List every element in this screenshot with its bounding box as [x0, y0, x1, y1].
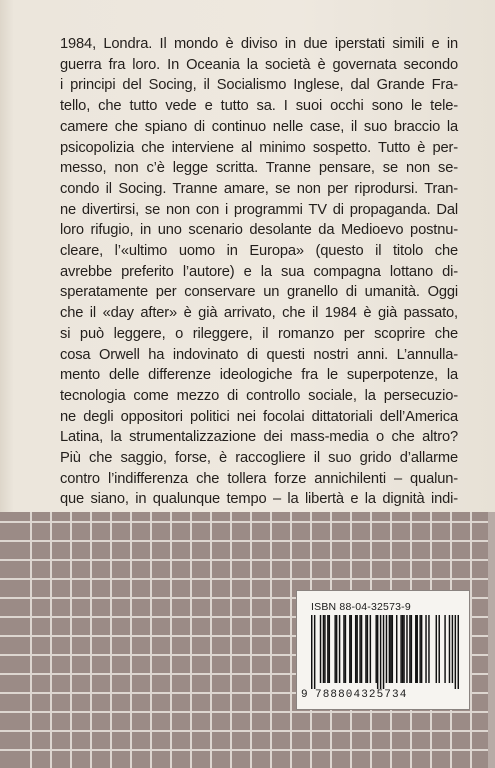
- barcode-bar: [444, 615, 445, 683]
- barcode-bar: [314, 615, 315, 689]
- blurb-line: tecnologia come mezzo di controllo sociale, la persecuzio-: [60, 387, 458, 404]
- barcode-bar: [417, 615, 418, 683]
- barcode-bar: [355, 615, 356, 683]
- blurb-line: Più che saggio, forse, è raccogliere il suo grido d’allarme: [60, 450, 458, 467]
- barcode-bar: [336, 615, 337, 683]
- barcode-bar: [345, 615, 346, 683]
- barcode-bar: [458, 615, 459, 689]
- barcode-bar: [334, 615, 335, 683]
- barcode-bar: [329, 615, 330, 683]
- barcode-bar: [428, 615, 429, 683]
- barcode-bar: [339, 615, 340, 683]
- barcode-bar: [438, 615, 439, 683]
- barcode-bar: [356, 615, 357, 683]
- blurb-line: i principi del Socing, il Socialismo Inglese, dal Grande Fra-: [60, 77, 458, 94]
- blurb-line: ne degli oppositori politici nei focolai dittatoriali dell’America: [60, 408, 458, 425]
- barcode-bar: [436, 615, 437, 683]
- barcode-bar: [327, 615, 328, 683]
- blurb-line: 1984, Londra. Il mondo è diviso in due iperstati simili e in: [60, 36, 458, 52]
- barcode-label: [296, 590, 470, 710]
- barcode-bar: [415, 615, 416, 683]
- barcode-bar: [396, 615, 397, 683]
- barcode-bar: [370, 615, 371, 683]
- blurb-line: tello, che tutto vede e tutto sa. I suoi occhi sono le tele-: [60, 98, 458, 115]
- barcode-bar: [320, 615, 321, 683]
- barcode-bar: [361, 615, 362, 683]
- barcode-bar: [390, 615, 391, 683]
- barcode-bar: [400, 615, 401, 683]
- blurb-line: si può leggere, o rileggere, il romanzo per scoprire che: [60, 325, 458, 342]
- blurb-text: [60, 34, 458, 552]
- barcode-bar: [311, 615, 312, 689]
- band-edge: [488, 512, 495, 768]
- blurb-line: contro l’indifferenza che tollera forze annichilenti – qualun-: [60, 470, 458, 487]
- blurb-line: psicopolizia che interviene al minimo sospetto. Tutto è per-: [60, 139, 458, 156]
- blurb-line: cleare, l’«ultimo uomo in Europa» (questo il titolo che: [60, 243, 458, 260]
- barcode-bar: [367, 615, 368, 683]
- blurb-line: camere che spiano di continuo nelle case, il suo braccio la: [60, 118, 458, 135]
- barcode-bar: [389, 615, 390, 683]
- barcode-bars: [311, 615, 459, 689]
- barcode-bar: [452, 615, 453, 683]
- ean-first-digit: 9: [301, 689, 308, 701]
- blurb-line: avrebbe preferito l’autore) e la sua compagna lottano di-: [60, 263, 458, 280]
- blurb-line: ne divertirsi, se non con i programmi TV di propaganda. Dal: [60, 201, 458, 218]
- barcode-bar: [425, 615, 426, 683]
- barcode-bar: [421, 615, 422, 683]
- barcode-bar: [455, 615, 456, 689]
- barcode-bar: [411, 615, 412, 683]
- blurb-line: speratamente per conservare un granello di umanità. Oggi: [60, 284, 458, 301]
- barcode-bar: [380, 615, 381, 689]
- isbn-number: ISBN 88-04-32573-9: [311, 601, 411, 613]
- barcode-bar: [359, 615, 360, 683]
- blurb-line: mento delle differenze ideologiche fra le superpotenze, la: [60, 367, 458, 384]
- barcode-bar: [349, 615, 350, 683]
- ean-digits: 788804325734: [315, 689, 408, 701]
- barcode-bar: [343, 615, 344, 683]
- barcode-bar: [324, 615, 325, 683]
- barcode-bar: [351, 615, 352, 683]
- barcode-bar: [386, 615, 387, 683]
- blurb-line: messo, non c’è legge scritta. Tranne pensare, se non se-: [60, 160, 458, 177]
- blurb-line: condo il Socing. Tranne amare, se non per riprodursi. Tran-: [60, 180, 458, 197]
- barcode-bar: [402, 615, 403, 683]
- barcode-bar: [403, 615, 404, 683]
- barcode-bar: [409, 615, 410, 683]
- blurb-line: Latina, la strumentalizzazione dei mass-media o che altro?: [60, 429, 458, 446]
- blurb-line: che il «day after» è già arrivato, che il 1984 è già passato,: [60, 305, 458, 322]
- barcode-bar: [383, 615, 384, 689]
- barcode-bar: [406, 615, 407, 683]
- barcode-bar: [365, 615, 366, 683]
- barcode-bar: [323, 615, 324, 683]
- blurb-line: guerra fra loro. In Oceania la società è governata secondo: [60, 56, 458, 73]
- barcode-bar: [419, 615, 420, 683]
- blurb-line: cosa Orwell ha indovinato di questi nostri anni. L’annulla-: [60, 346, 458, 363]
- barcode-bar: [375, 615, 376, 683]
- blurb-line: loro rifugio, in uno scenario desolante da Medioevo postnu-: [60, 222, 458, 239]
- barcode-bar: [377, 615, 378, 689]
- blurb-line: que siano, in qualunque tempo – la libertà e la dignità indi-: [60, 491, 458, 508]
- barcode-bar: [392, 615, 393, 683]
- barcode-bar: [449, 615, 450, 683]
